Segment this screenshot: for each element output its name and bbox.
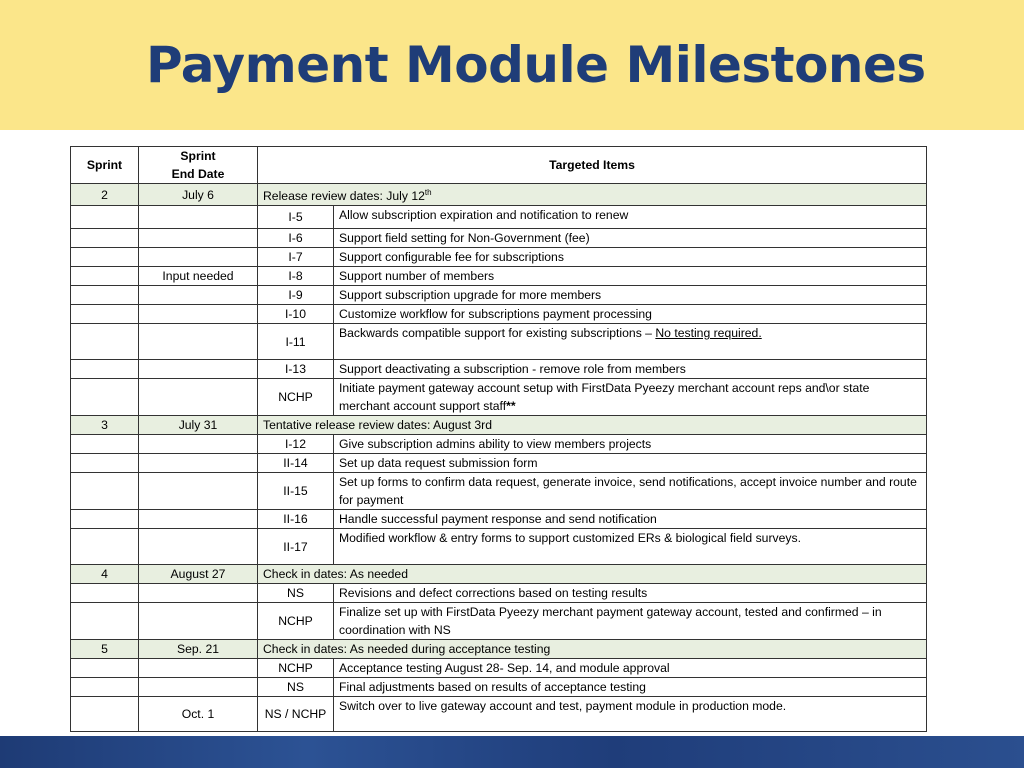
sprint-end-date: Sep. 21 bbox=[139, 640, 258, 659]
input-needed-note: Input needed bbox=[139, 267, 258, 286]
item-id: II-17 bbox=[258, 529, 334, 565]
item-id: I-11 bbox=[258, 324, 334, 360]
sprint-end-date: August 27 bbox=[139, 565, 258, 584]
item-id: NCHP bbox=[258, 603, 334, 640]
item-text: Acceptance testing August 28- Sep. 14, and module approval bbox=[334, 659, 927, 678]
item-text: Initiate payment gateway account setup with FirstData Pyeezy merchant account reps and\or state merchant account support staff** bbox=[334, 379, 927, 416]
sprint-row bbox=[71, 184, 927, 206]
item-text: Support configurable fee for subscriptions bbox=[334, 248, 927, 267]
table-row bbox=[71, 206, 927, 229]
item-id: II-15 bbox=[258, 473, 334, 510]
item-text: Support field setting for Non-Government (fee) bbox=[334, 229, 927, 248]
item-text: Finalize set up with FirstData Pyeezy merchant payment gateway account, tested and confirmed – in coordination with NS bbox=[334, 603, 927, 640]
sprint-description: Check in dates: As needed bbox=[258, 565, 927, 584]
sprint-row bbox=[71, 565, 927, 584]
sprint-row bbox=[71, 416, 927, 435]
item-text: Customize workflow for subscriptions payment processing bbox=[334, 305, 927, 324]
table-row bbox=[71, 248, 927, 267]
item-id: I-12 bbox=[258, 435, 334, 454]
table-row bbox=[71, 379, 927, 416]
item-text: Revisions and defect corrections based on testing results bbox=[334, 584, 927, 603]
footer-band bbox=[0, 736, 1024, 768]
header-row bbox=[71, 147, 927, 184]
item-text: Backwards compatible support for existing subscriptions – No testing required. bbox=[334, 324, 927, 360]
table-row bbox=[71, 360, 927, 379]
table-row bbox=[71, 529, 927, 565]
item-text: Support number of members bbox=[334, 267, 927, 286]
table-row bbox=[71, 267, 927, 286]
table-row bbox=[71, 435, 927, 454]
header-end-date: Sprint End Date bbox=[139, 147, 258, 184]
table-row bbox=[71, 659, 927, 678]
sprint-end-date: July 31 bbox=[139, 416, 258, 435]
item-id: NCHP bbox=[258, 659, 334, 678]
table-row bbox=[71, 584, 927, 603]
item-text: Handle successful payment response and send notification bbox=[334, 510, 927, 529]
item-text: Give subscription admins ability to view members projects bbox=[334, 435, 927, 454]
item-id: NS bbox=[258, 678, 334, 697]
sprint-row bbox=[71, 640, 927, 659]
header-targeted-items: Targeted Items bbox=[258, 147, 927, 184]
table-row bbox=[71, 229, 927, 248]
sprint-number: 4 bbox=[71, 565, 139, 584]
item-text: Modified workflow & entry forms to support customized ERs & biological field surveys. bbox=[334, 529, 927, 565]
item-id: II-14 bbox=[258, 454, 334, 473]
table-row bbox=[71, 454, 927, 473]
table-row bbox=[71, 678, 927, 697]
milestones-table-wrapper bbox=[70, 146, 926, 732]
sprint-description: Release review dates: July 12th bbox=[258, 184, 927, 206]
item-text: Final adjustments based on results of acceptance testing bbox=[334, 678, 927, 697]
table-row bbox=[71, 603, 927, 640]
item-id: I-10 bbox=[258, 305, 334, 324]
table-row bbox=[71, 286, 927, 305]
milestones-table bbox=[70, 146, 927, 732]
table-row bbox=[71, 324, 927, 360]
item-id: II-16 bbox=[258, 510, 334, 529]
table-row bbox=[71, 305, 927, 324]
item-id: I-8 bbox=[258, 267, 334, 286]
item-text: Support deactivating a subscription - remove role from members bbox=[334, 360, 927, 379]
sprint-number: 2 bbox=[71, 184, 139, 206]
item-id: I-6 bbox=[258, 229, 334, 248]
table-row bbox=[71, 697, 927, 732]
item-text: Set up data request submission form bbox=[334, 454, 927, 473]
sprint-number: 5 bbox=[71, 640, 139, 659]
item-id: I-5 bbox=[258, 206, 334, 229]
item-id: NS / NCHP bbox=[258, 697, 334, 732]
item-id: NS bbox=[258, 584, 334, 603]
item-text: Switch over to live gateway account and test, payment module in production mode. bbox=[334, 697, 927, 732]
sprint-end-date: Oct. 1 bbox=[139, 697, 258, 732]
sprint-end-date: July 6 bbox=[139, 184, 258, 206]
page-title: Payment Module Milestones bbox=[146, 36, 926, 94]
sprint-description: Check in dates: As needed during acceptance testing bbox=[258, 640, 927, 659]
table-row bbox=[71, 473, 927, 510]
item-text: Allow subscription expiration and notification to renew bbox=[334, 206, 927, 229]
sprint-number: 3 bbox=[71, 416, 139, 435]
title-band bbox=[0, 0, 1024, 130]
item-text: Set up forms to confirm data request, generate invoice, send notifications, accept invoice number and route for payment bbox=[334, 473, 927, 510]
item-id: I-13 bbox=[258, 360, 334, 379]
sprint-description: Tentative release review dates: August 3rd bbox=[258, 416, 927, 435]
table-row bbox=[71, 510, 927, 529]
item-id: NCHP bbox=[258, 379, 334, 416]
item-id: I-9 bbox=[258, 286, 334, 305]
item-text: Support subscription upgrade for more members bbox=[334, 286, 927, 305]
item-id: I-7 bbox=[258, 248, 334, 267]
header-sprint: Sprint bbox=[71, 147, 139, 184]
